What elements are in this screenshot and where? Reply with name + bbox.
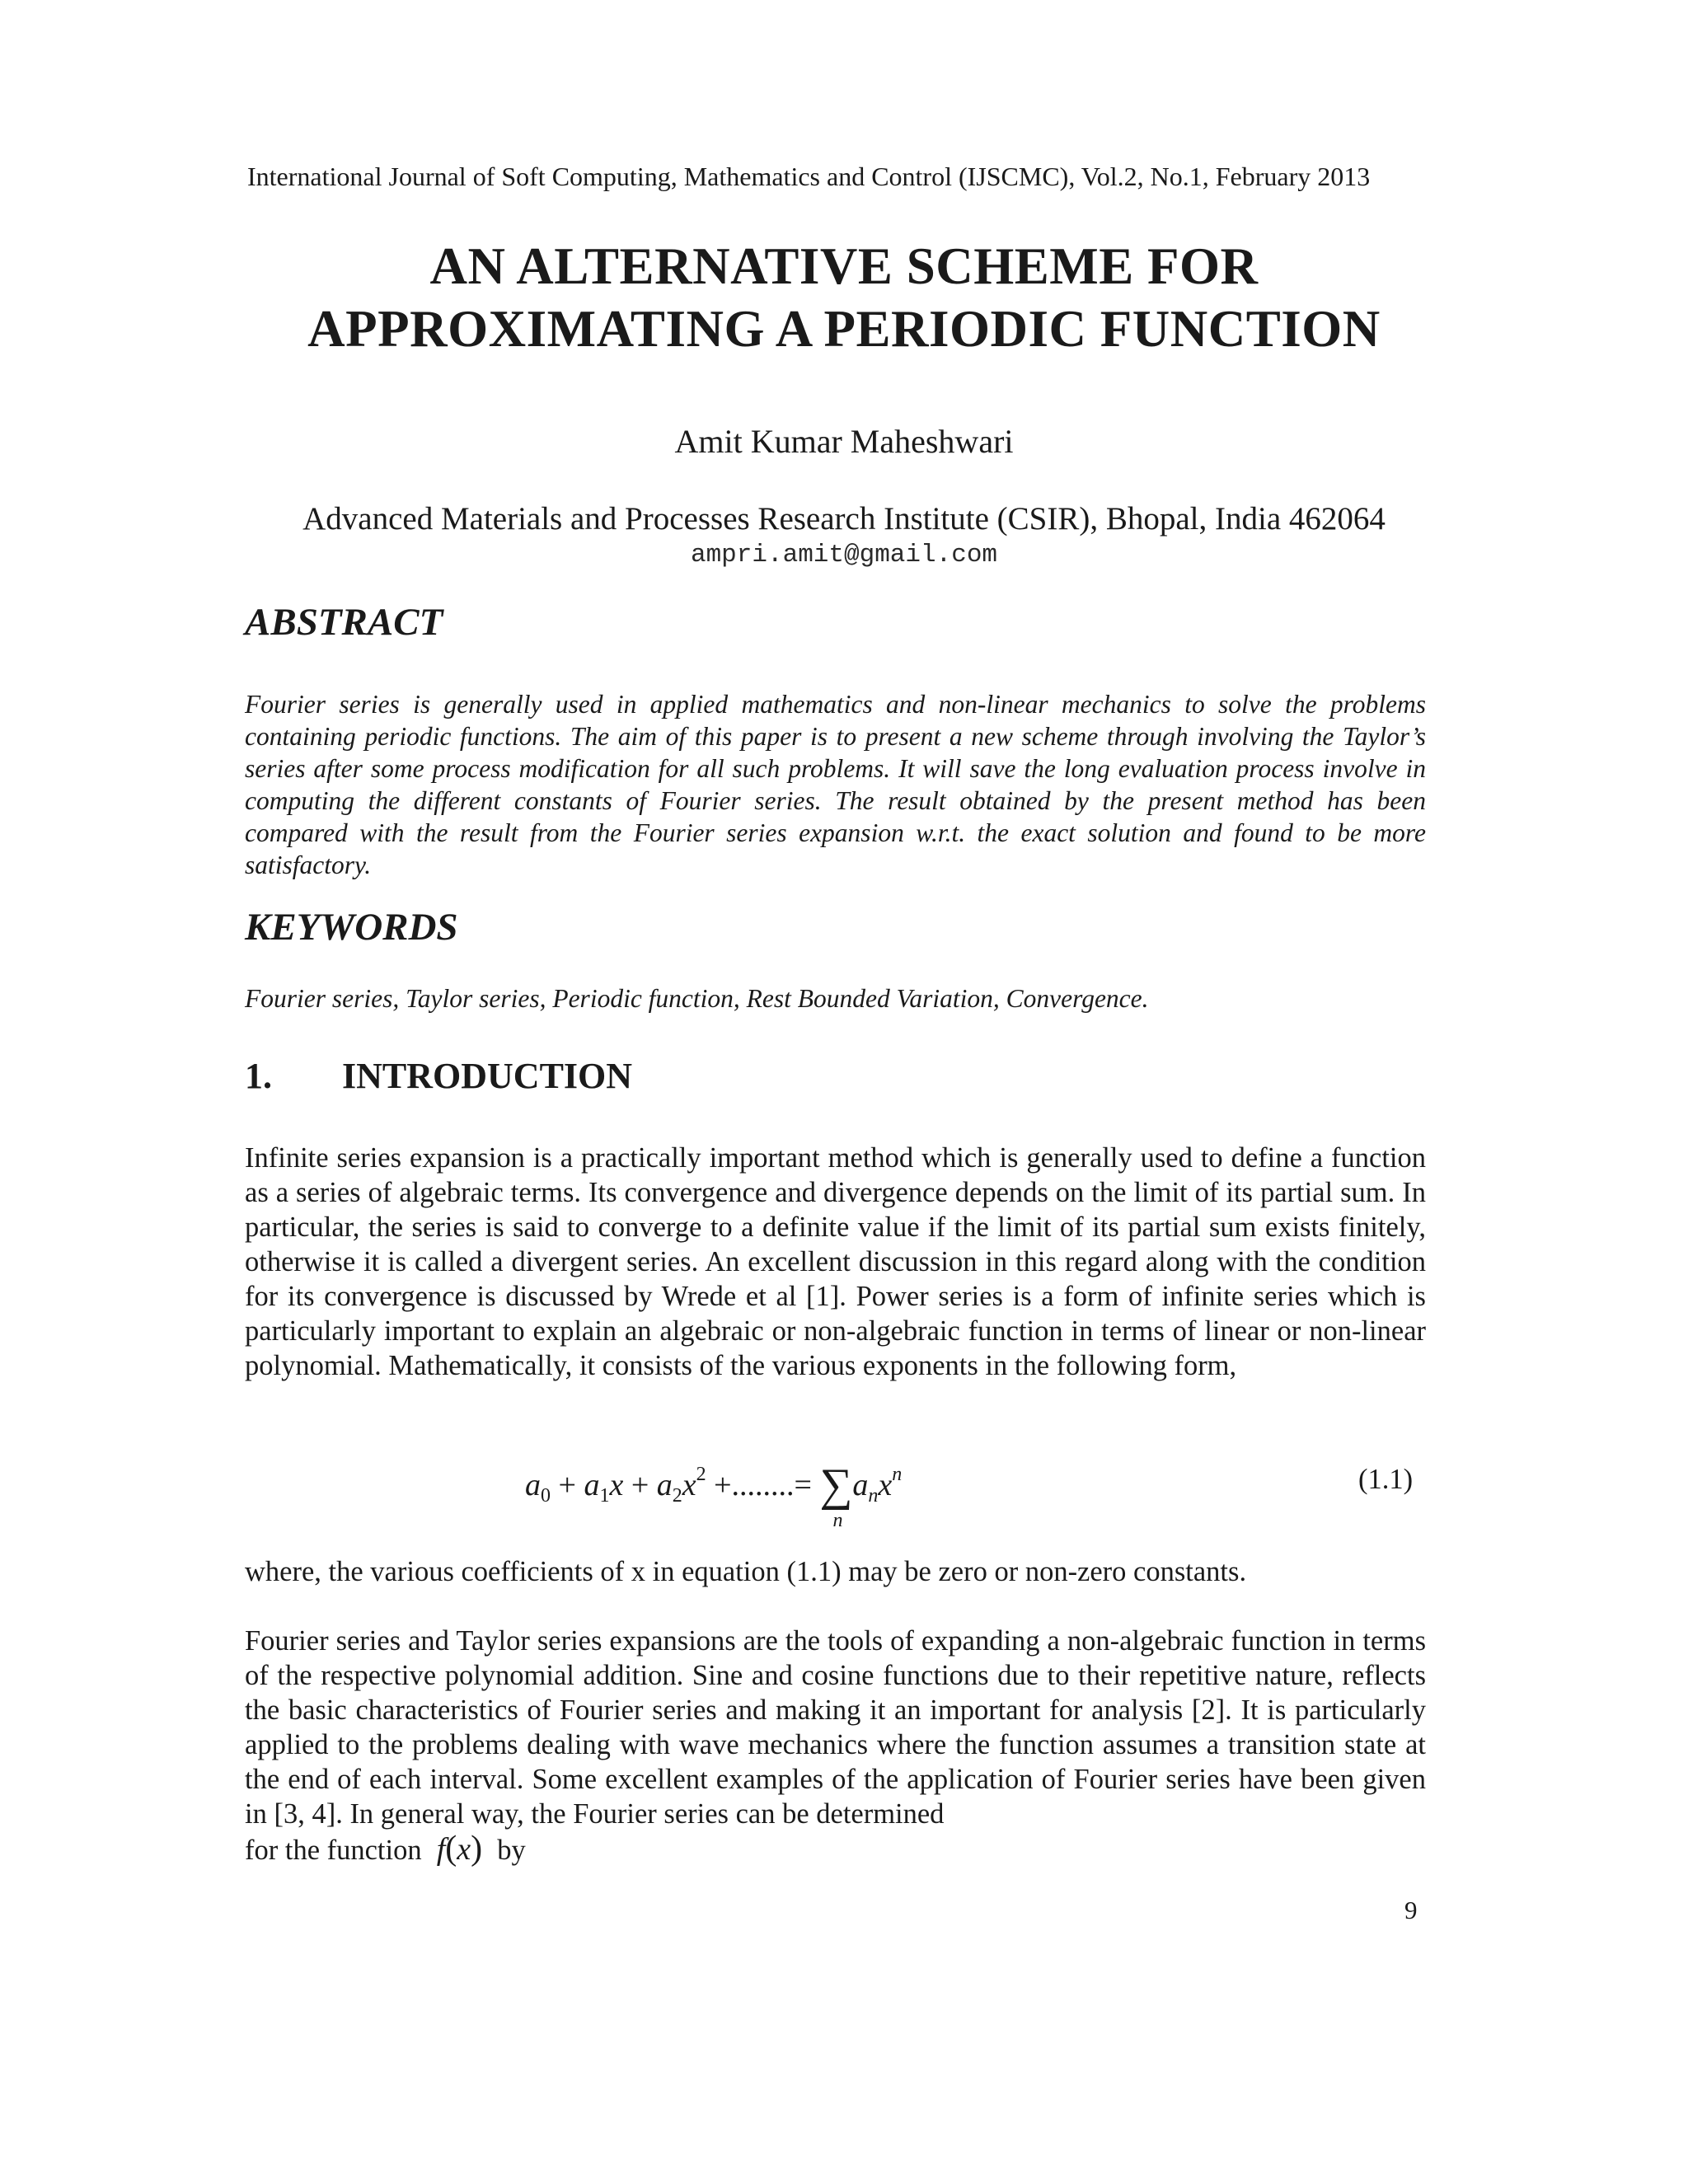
intro-paragraph-1: Infinite series expansion is a practically important method which is generally used to define a function as a series of algebraic terms. Its convergence and divergence depends on the limit of its partial sum. In particular, the series is said to converge to a definite value if the limit of its partial sum exists finitely, otherwise it is called a divergent series. An excellent discussion in this regard along with the condition for its convergence is discussed by Wrede et al [1]. Power series is a form of infinite series which is particularly important to explain an algebraic or non-algebraic function in terms of linear or non-linear polynomial. Mathematically, it consists of the various exponents in the following form, xyxy=(245,1142,1426,1381)
summation-symbol: ∑ n xyxy=(819,1460,853,1531)
title-line-1: AN ALTERNATIVE SCHEME FOR xyxy=(429,237,1259,295)
author-name: Amit Kumar Maheshwari xyxy=(674,423,1014,460)
equation-number: (1.1) xyxy=(1358,1464,1414,1495)
abstract-heading: ABSTRACT xyxy=(245,601,443,644)
function-f-of-x: f(x) xyxy=(429,1830,483,1868)
section-number: 1. xyxy=(245,1056,272,1096)
title-line-2: APPROXIMATING A PERIODIC FUNCTION xyxy=(307,300,1381,358)
keywords-text: Fourier series, Taylor series, Periodic function, Rest Bounded Variation, Convergence. xyxy=(245,984,1149,1013)
intro-paragraph-3: Fourier series and Taylor series expansions are the tools of expanding a non-algebraic function in terms of the respective polynomial addition. Sine and cosine functions due to their repetitive nature, reflects the basic characteristics of Fourier series and making it an important for analysis [2]. It is particularly applied to the problems dealing with wave mechanics where the function assumes a transition state at the end of each interval. Some excellent examples of the application of Fourier series have been given in [3, 4]. In general way, the Fourier series can be determined xyxy=(245,1625,1426,1830)
page-number: 9 xyxy=(1404,1896,1418,1924)
introduction-heading xyxy=(245,1055,632,1097)
last-line-suffix: by xyxy=(497,1835,526,1866)
author-email: ampri.amit@gmail.com xyxy=(690,541,998,569)
abstract-text: Fourier series is generally used in applied mathematics and non-linear mechanics to solve the problems containing periodic functions. The aim of this paper is to present a new scheme through involving the Taylor’s series after some process modification for all such problems. It will save the long evaluation process involve in computing the different constants of Fourier series. The result obtained by the present method has been compared with the result from the Fourier series expansion w.r.t. the exact solution and found to be more satisfactory. xyxy=(245,690,1426,879)
intro-paragraph-3-last-line xyxy=(245,1831,1426,1868)
author-affiliation: Advanced Materials and Processes Research Institute (CSIR), Bhopal, India 462064 xyxy=(302,501,1386,537)
keywords-heading: KEYWORDS xyxy=(245,906,458,949)
paper-title xyxy=(165,235,1523,360)
last-line-prefix: for the function xyxy=(245,1835,422,1866)
intro-paragraph-2: where, the various coefficients of x in equation (1.1) may be zero or non-zero constants. xyxy=(245,1556,1247,1587)
journal-header: International Journal of Soft Computing, Mathematics and Control (IJSCMC), Vol.2, No.1, February 2013 xyxy=(247,162,1371,191)
section-title: INTRODUCTION xyxy=(342,1056,633,1096)
equation-1-1: $a_0 + a_1x + a_2x^2$ +........= ∑ n $a_nx^n$ xyxy=(525,1460,903,1531)
